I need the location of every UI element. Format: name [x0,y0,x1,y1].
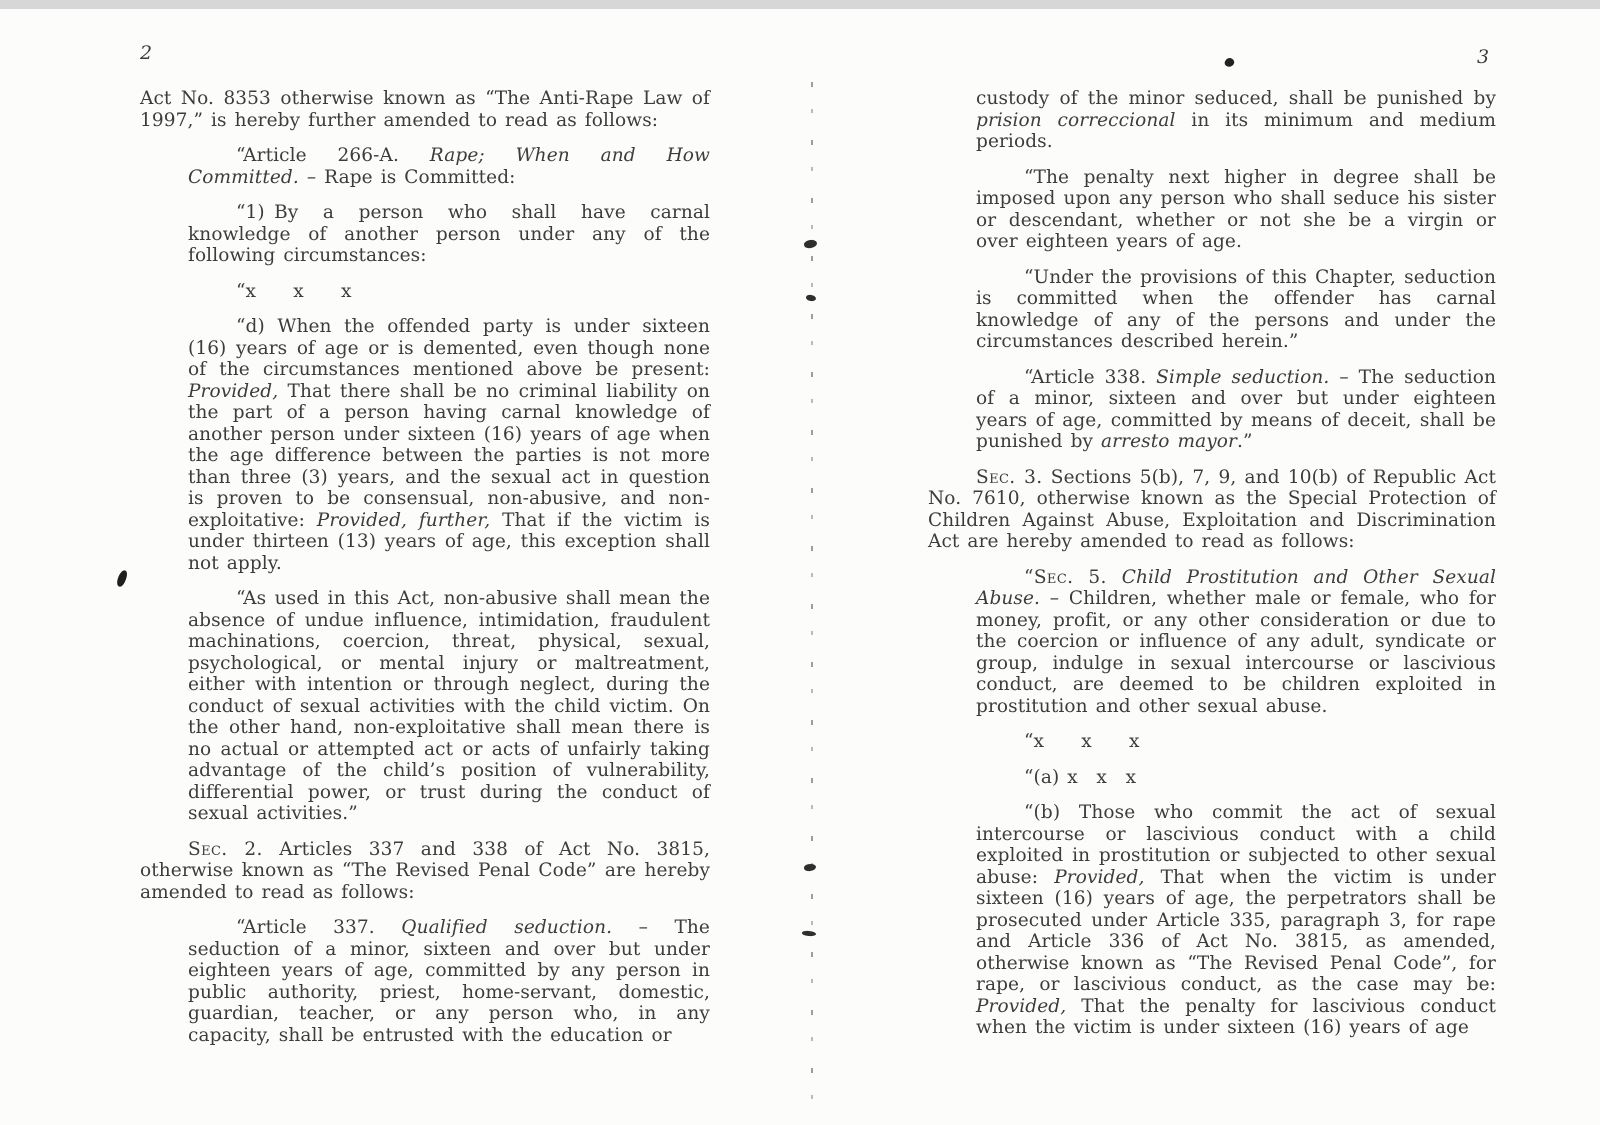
text-run: – The seduction of a minor, sixteen and over but under eighteen years of age, committed by means of deceit, shall be punished by [976,366,1496,452]
paragraph [976,767,1496,789]
binding-ink-mark [806,294,817,301]
paragraph [188,281,710,303]
paragraph [976,267,1496,353]
text-run: That when the victim is under sixteen (16) years of age, the perpetrators shall be prosecuted under Article 335, paragraph 3, for rape and Article 336 of Act No. 3815, as amended, otherwise known as “The Revised Penal Code”, for rape, or lascivious conduct, as the case may be: [976,866,1496,995]
paragraph [188,588,710,825]
paragraph [188,316,710,574]
text-run: Rape; When and How Committed. [188,145,710,188]
text-run: “Under the provisions of this Chapter, seduction is committed when the offender has carnal knowledge of any of the persons and under the circumstances described herein.” [976,266,1496,352]
paragraph [976,88,1496,153]
text-run: Sec. 3. [976,466,1043,488]
text-run: Provided, [188,380,279,402]
text-run: “x x x [236,280,352,302]
text-run: in its minimum and medium periods. [976,109,1496,152]
paragraph [976,167,1496,253]
paragraph [928,467,1496,553]
text-run: “The penalty next higher in degree shall be imposed upon any person who shall seduce his sister or descendant, whether or not she be a virgin or over eighteen years of age. [976,166,1496,252]
text-run: Qualified seduction. [401,917,613,938]
text-run: Sec. 2. [188,838,263,860]
text-run: – Rape is Committed: [298,166,516,188]
text-run: That there shall be no criminal liability on the part of a person having carnal knowledge of another person under sixteen (16) years of age when the age difference between the parties is not more than three (3) years, and the sexual act in question is proven to be consensual, non-abusive, and non-exploitative: [188,380,710,531]
text-run: custody of the minor seduced, shall be punished by [976,88,1496,109]
binding-gutter-marks [811,82,813,1125]
binding-ink-mark [803,239,817,250]
page-number-left: 2 [140,42,153,64]
scanner-edge-strip [0,0,1600,9]
text-run: Act No. 8353 otherwise known as “The Anti-Rape Law of 1997,” is hereby further amended to read as follows: [140,88,710,131]
text-run: “As used in this Act, non-abusive shall mean the absence of undue influence, intimidation, fraudulent machinations, coercion, threat, physical, sexual, psychological, or mental injury or maltreatment, either with intention or through neglect, during the conduct of sexual activities with the child victim. On the other hand, non-exploitative shall mean there is no actual or attempted act or acts of unfairly taking advantage of the child’s position of vulnerability, differential power, or trust during the conduct of sexual activities.” [188,588,710,824]
text-run: Provided, further, [316,509,491,531]
text-run: “Article 266-A. [236,145,430,166]
text-run: prision correccional [976,109,1176,131]
text-run: “1) By a person who shall have carnal knowledge of another person under any of the following circumstances: [188,202,710,266]
text-run: “x x x [1024,731,1140,752]
text-run: “Article 337. [236,917,402,938]
ink-blot [116,569,129,588]
paragraph [976,367,1496,453]
text-run: .” [1236,431,1253,452]
paragraph [188,145,710,188]
text-run: That if the victim is under thirteen (13) years of age, this exception shall not apply. [188,509,710,574]
paragraph [140,88,710,131]
text-run: “Sec. 5. [1024,566,1122,588]
text-run: Child Prostitution and Other Sexual Abuse. [976,566,1496,609]
paragraph [188,202,710,267]
text-run: “Article 338. [1024,366,1157,388]
paragraph [976,567,1496,718]
paragraph [976,802,1496,1039]
text-run: – Children, whether male or female, who for money, profit, or any other consideration or due to the coercion or influence of any adult, syndicate or group, indulge in sexual intercourse or lascivious conduct, are deemed to be children exploited in prostitution and other sexual abuse. [976,588,1496,717]
text-run: “(b) Those who commit the act of sexual intercourse or lascivious conduct with a child exploited in prostitution or subjected to other sexual abuse: [976,802,1496,888]
text-run: That the penalty for lascivious conduct when the victim is under sixteen (16) years of age [976,995,1496,1038]
page-right-text [928,88,1496,1053]
text-run: Simple seduction. [1156,366,1330,388]
paragraph [188,917,710,1046]
paragraph [140,839,710,904]
page-number-right: 3 [1477,46,1490,68]
page-left-text [140,88,710,1060]
text-run: Sections 5(b), 7, 9, and 10(b) of Republic Act No. 7610, otherwise known as the Special Protection of Children Against Abuse, Exploitation and Discrimination Act are hereby amended to read as follows: [928,466,1496,552]
text-run: Provided, [976,995,1067,1017]
text-run: “d) When the offended party is under sixteen (16) years of age or is demented, even though none of the circumstances mentioned above be present: [188,316,710,380]
text-run: Articles 337 and 338 of Act No. 3815, otherwise known as “The Revised Penal Code” are hereby amended to read as follows: [140,838,711,903]
binding-ink-mark [804,863,817,872]
text-run: arresto mayor [1101,431,1237,452]
binding-ink-mark [802,931,816,937]
text-run: – The seduction of a minor, sixteen and over but under eighteen years of age, committed by any person in public authority, priest, home-servant, domestic, guardian, teacher, or any person who, in any capacity, shall be entrusted with the education or [188,917,710,1046]
ink-speck [1223,56,1235,68]
paragraph [976,731,1496,753]
text-run: Provided, [1054,866,1145,888]
text-run: “(a) x x x [1024,766,1137,788]
